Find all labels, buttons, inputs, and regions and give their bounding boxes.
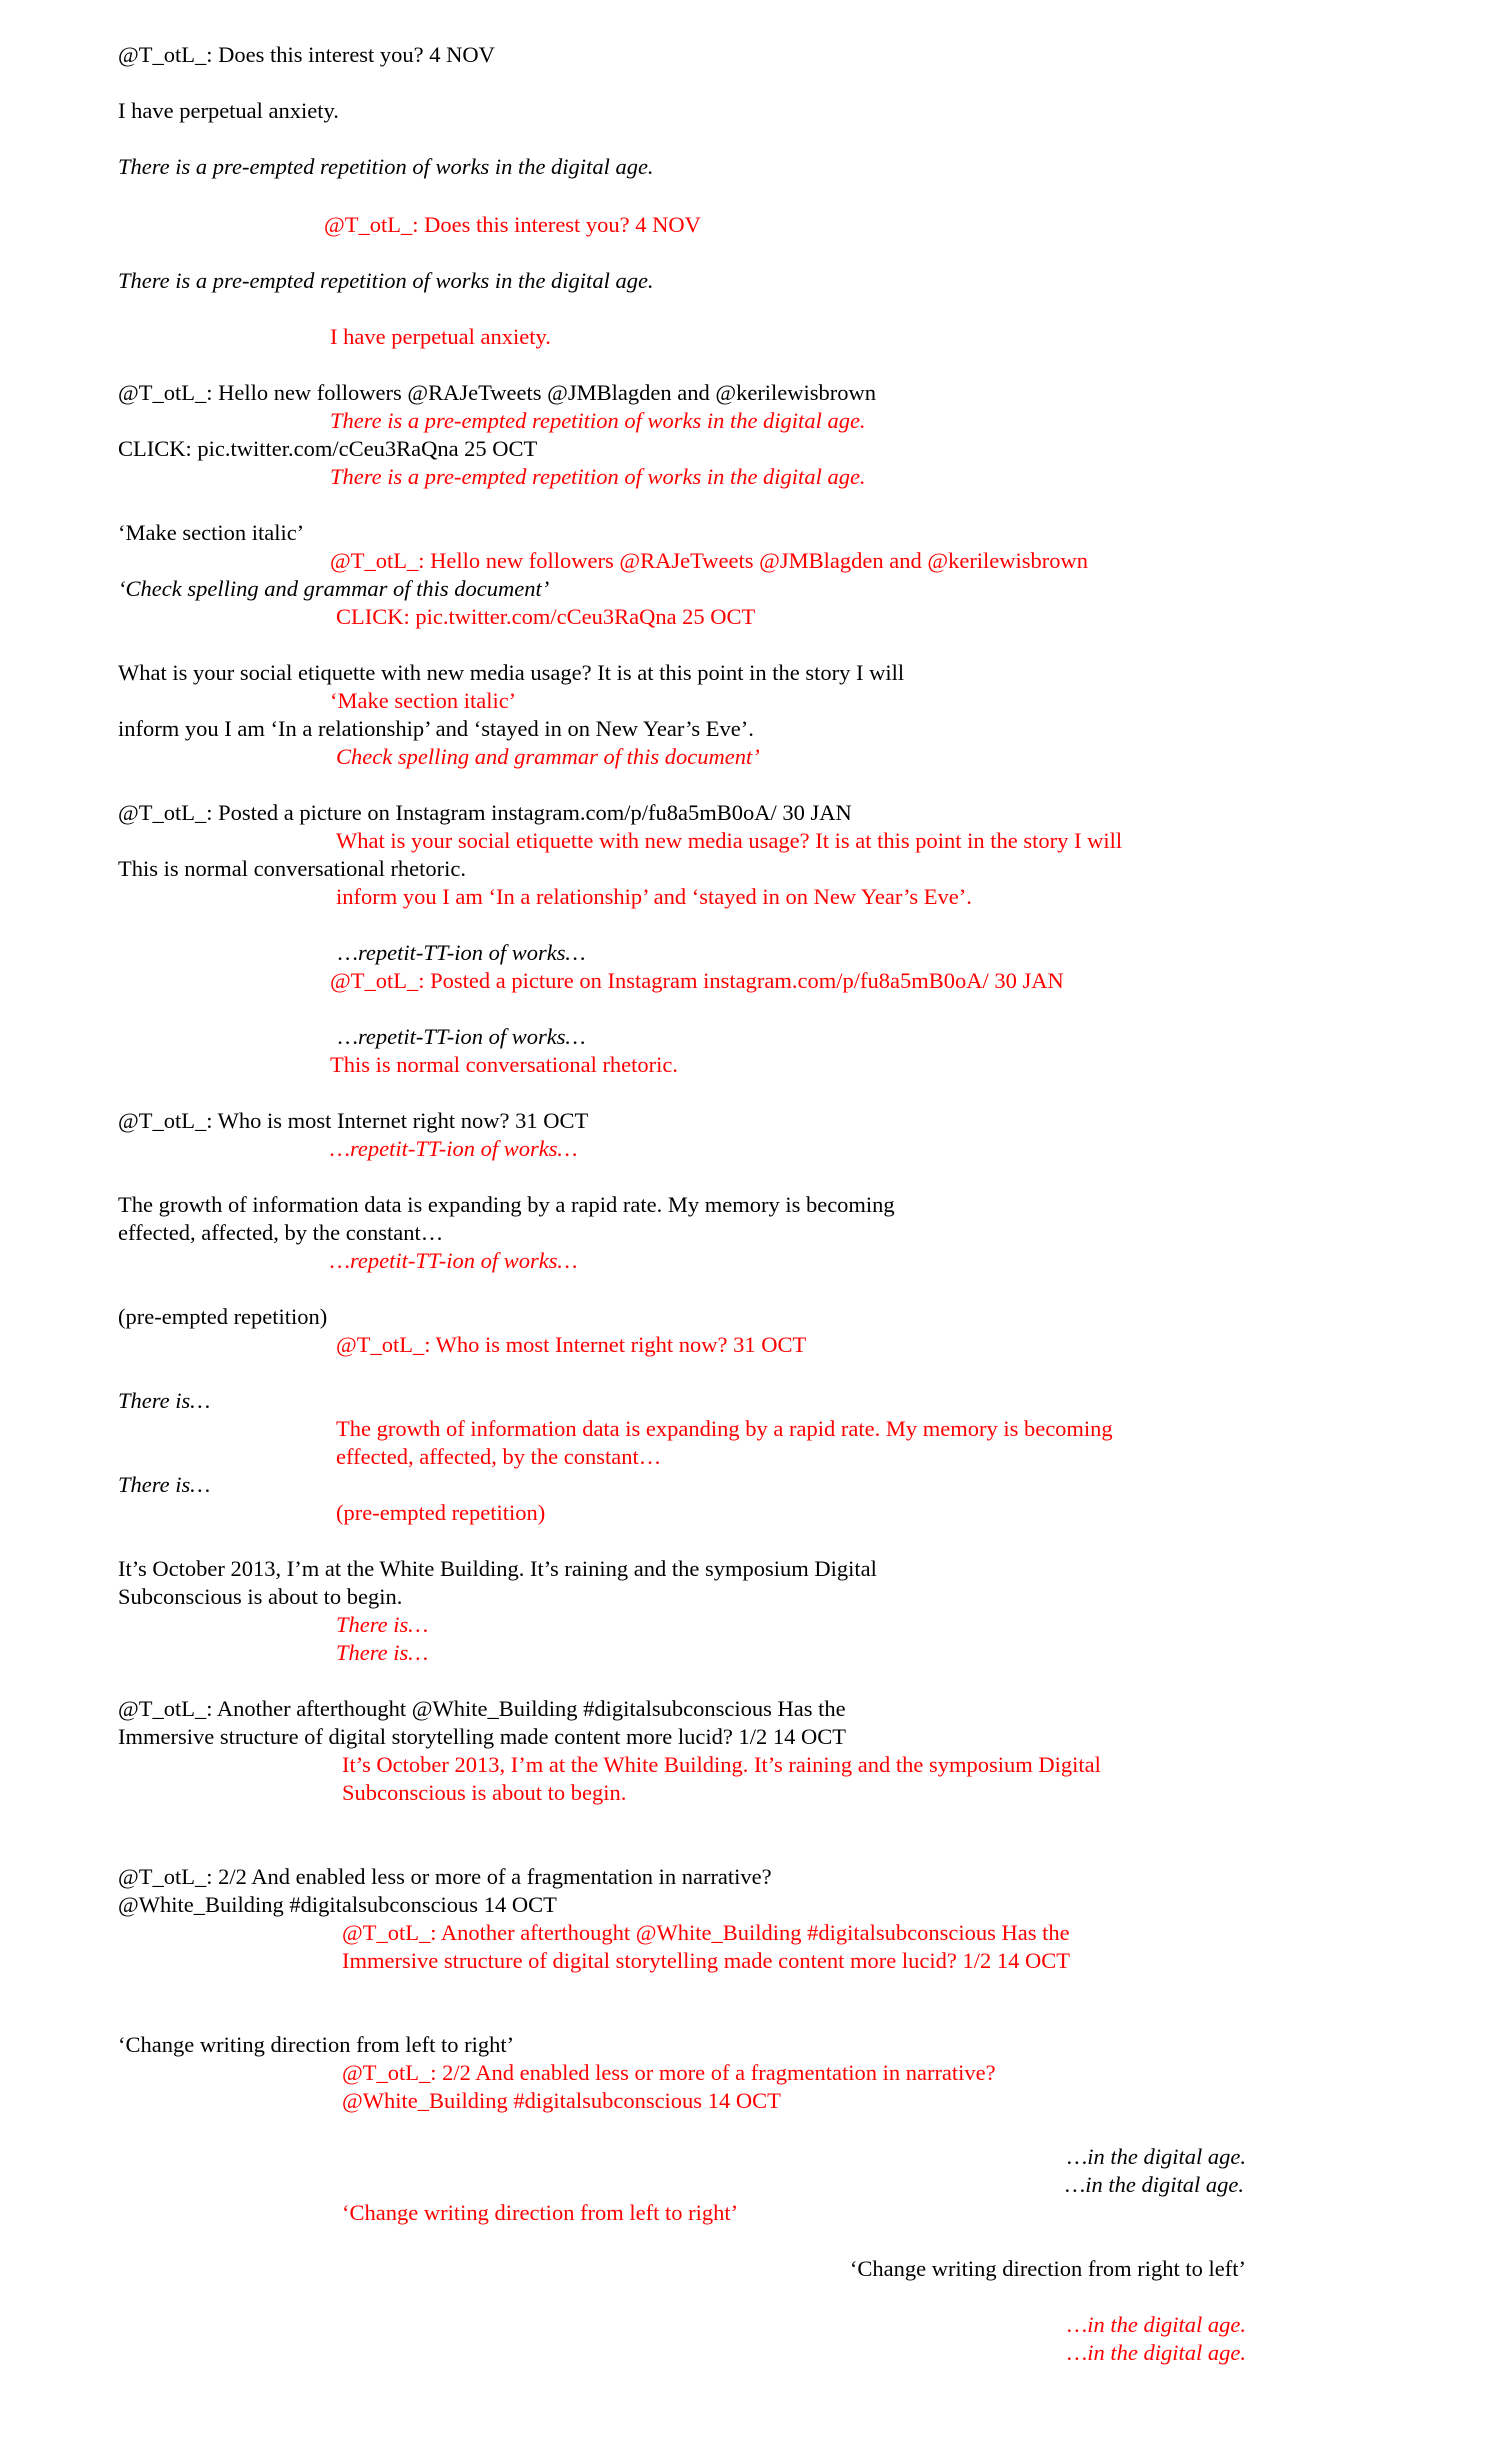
text-line: …in the digital age. — [1067, 2312, 1246, 2337]
text-line: Immersive structure of digital storytelling made content more lucid? 1/2 14 OCT — [342, 1948, 1070, 1973]
text-line: There is a pre-empted repetition of works in the digital age. — [330, 464, 866, 489]
text-line: (pre-empted repetition) — [336, 1500, 546, 1525]
text-line: @T_otL_: Another afterthought @White_Building #digitalsubconscious Has the — [342, 1920, 1070, 1945]
text-line: Immersive structure of digital storytelling made content more lucid? 1/2 14 OCT — [118, 1724, 846, 1749]
text-line: …in the digital age. — [1065, 2172, 1244, 2197]
text-line: There is… — [336, 1612, 429, 1637]
text-line: ‘Change writing direction from left to right’ — [342, 2200, 739, 2225]
text-line: I have perpetual anxiety. — [330, 324, 551, 349]
text-line: @T_otL_: Hello new followers @RAJeTweets @JMBlagden and @kerilewisbrown — [330, 548, 1089, 573]
text-line: This is normal conversational rhetoric. — [118, 856, 467, 881]
text-line: ‘Make section italic’ — [330, 688, 517, 713]
text-line: @T_otL_: 2/2 And enabled less or more of a fragmentation in narrative? — [118, 1864, 772, 1889]
text-line: …in the digital age. — [1067, 2144, 1246, 2169]
text-line: effected, affected, by the constant… — [336, 1444, 662, 1469]
text-line: …repetit-TT-ion of works… — [330, 1248, 578, 1273]
text-line: It’s October 2013, I’m at the White Building. It’s raining and the symposium Digital — [118, 1556, 877, 1581]
text-line: @T_otL_: Who is most Internet right now? 31 OCT — [118, 1108, 589, 1133]
text-line: ‘Make section italic’ — [118, 520, 305, 545]
text-line: Subconscious is about to begin. — [118, 1584, 403, 1609]
text-line: There is a pre-empted repetition of works in the digital age. — [330, 408, 866, 433]
text-line: @T_otL_: Hello new followers @RAJeTweets @JMBlagden and @kerilewisbrown — [118, 380, 877, 405]
text-line: There is a pre-empted repetition of works in the digital age. — [118, 154, 654, 179]
text-line: There is… — [336, 1640, 429, 1665]
text-line: The growth of information data is expanding by a rapid rate. My memory is becoming — [336, 1416, 1113, 1441]
text-line: There is a pre-empted repetition of works in the digital age. — [118, 268, 654, 293]
text-line: @T_otL_: Does this interest you? 4 NOV — [324, 212, 701, 237]
text-line: I have perpetual anxiety. — [118, 98, 339, 123]
text-line: @T_otL_: Does this interest you? 4 NOV — [118, 42, 495, 67]
text-line: …repetit-TT-ion of works… — [330, 1136, 578, 1161]
text-line: …in the digital age. — [1067, 2340, 1246, 2365]
text-line: effected, affected, by the constant… — [118, 1220, 444, 1245]
text-line: ‘Check spelling and grammar of this document’ — [118, 576, 550, 601]
text-line: inform you I am ‘In a relationship’ and ‘stayed in on New Year’s Eve’. — [118, 716, 754, 741]
text-line: @T_otL_: 2/2 And enabled less or more of a fragmentation in narrative? — [342, 2060, 996, 2085]
text-line: What is your social etiquette with new media usage? It is at this point in the story I will — [118, 660, 905, 685]
text-line: This is normal conversational rhetoric. — [330, 1052, 679, 1077]
text-line: What is your social etiquette with new media usage? It is at this point in the story I will — [336, 828, 1123, 853]
text-line: ‘Change writing direction from right to left’ — [849, 2256, 1246, 2281]
text-line: It’s October 2013, I’m at the White Building. It’s raining and the symposium Digital — [342, 1752, 1101, 1777]
text-line: @T_otL_: Posted a picture on Instagram instagram.com/p/fu8a5mB0oA/ 30 JAN — [330, 968, 1064, 993]
text-line: @T_otL_: Who is most Internet right now? 31 OCT — [336, 1332, 807, 1357]
text-line: There is… — [118, 1472, 211, 1497]
text-line: Check spelling and grammar of this document’ — [336, 744, 760, 769]
text-line: @White_Building #digitalsubconscious 14 OCT — [342, 2088, 781, 2113]
text-line: @T_otL_: Posted a picture on Instagram instagram.com/p/fu8a5mB0oA/ 30 JAN — [118, 800, 852, 825]
text-line: (pre-empted repetition) — [118, 1304, 328, 1329]
text-line: @T_otL_: Another afterthought @White_Building #digitalsubconscious Has the — [118, 1696, 846, 1721]
text-line: @White_Building #digitalsubconscious 14 OCT — [118, 1892, 557, 1917]
text-line: CLICK: pic.twitter.com/cCeu3RaQna 25 OCT — [118, 436, 538, 461]
text-line: The growth of information data is expanding by a rapid rate. My memory is becoming — [118, 1192, 895, 1217]
text-line: …repetit-TT-ion of works… — [338, 940, 586, 965]
text-line: inform you I am ‘In a relationship’ and ‘stayed in on New Year’s Eve’. — [336, 884, 972, 909]
text-line: …repetit-TT-ion of works… — [338, 1024, 586, 1049]
text-line: ‘Change writing direction from left to right’ — [118, 2032, 515, 2057]
text-line: There is… — [118, 1388, 211, 1413]
text-line: Subconscious is about to begin. — [342, 1780, 627, 1805]
text-line: CLICK: pic.twitter.com/cCeu3RaQna 25 OCT — [336, 604, 756, 629]
